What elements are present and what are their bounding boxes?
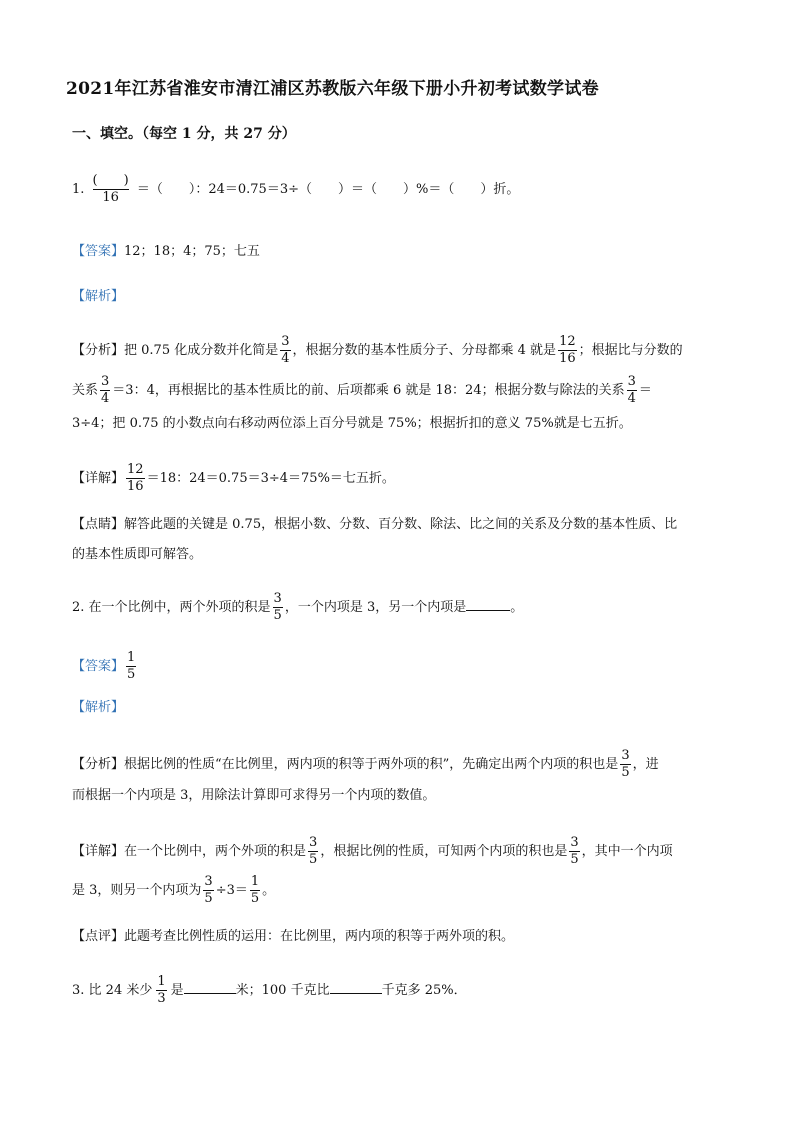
numerator: 3 <box>309 835 318 850</box>
denominator: 16 <box>127 479 144 494</box>
jiexi-tag-1: 【解析】 <box>72 289 125 304</box>
detail-tag: 【详解】 <box>72 844 125 859</box>
analysis-text: ＝3：4，再根据比的基本性质比的前、后项都乘 6 就是 18：24；根据分数与除法的关系 <box>112 383 625 398</box>
fraction-3-5 <box>569 836 579 867</box>
numerator: 12 <box>559 334 576 349</box>
analysis-1-line-2 <box>72 375 652 406</box>
analysis-text: ；根据比与分数的 <box>578 343 683 358</box>
numerator: 3 <box>204 874 213 889</box>
denominator: 5 <box>250 891 260 906</box>
fraction-blank-over-16 <box>93 173 129 206</box>
answer-blank[interactable] <box>184 993 236 994</box>
analysis-text: ，进 <box>632 757 659 772</box>
answer-blank[interactable] <box>330 993 382 994</box>
fraction-numerator: ( ) <box>92 173 129 188</box>
answer-tag: 【答案】 <box>72 659 125 674</box>
detail-text: ＝18：24＝0.75＝3÷4＝75%＝七五折。 <box>146 471 395 486</box>
numerator: 1 <box>250 874 260 889</box>
answer-blank[interactable] <box>466 610 510 611</box>
analysis-2-line-1 <box>72 749 659 780</box>
numerator: 1 <box>157 974 166 989</box>
denominator: 4 <box>281 351 290 366</box>
fraction-3-4 <box>100 375 110 406</box>
detail-text: ，根据比例的性质，可知两个内项的积也是 <box>320 844 568 859</box>
fraction-3-4 <box>280 335 290 366</box>
comment-tag: 【点评】 <box>72 929 125 944</box>
numerator: 12 <box>127 462 144 477</box>
detail-text: ，其中一个内项 <box>581 844 673 859</box>
question-text: 。 <box>510 600 524 615</box>
denominator: 5 <box>273 608 282 623</box>
keypoint-text: 解答此题的关键是 0.75，根据小数、分数、百分数、除法、比之间的关系及分数的基本性质、比 <box>124 517 678 532</box>
fraction-12-16 <box>558 335 577 366</box>
fraction-3-5 <box>203 875 213 906</box>
fraction-1-5 <box>126 651 136 682</box>
fraction-12-16 <box>126 463 145 494</box>
question-text: 米；100 千克比 <box>235 983 330 998</box>
analysis-text: 根据比例的性质“在比例里，两内项的积等于两外项的积”，先确定出两个内项的积也是 <box>124 757 619 772</box>
question-text: 2. 在一个比例中，两个外项的积是 <box>72 600 271 615</box>
analysis-text: 关系 <box>72 383 99 398</box>
denominator: 5 <box>621 765 630 780</box>
detail-text: 。 <box>262 883 276 898</box>
section-heading: 一、填空。（每空 1 分，共 27 分） <box>72 126 296 142</box>
analysis-tag: 【分析】 <box>72 343 125 358</box>
fraction-1-3 <box>156 975 166 1006</box>
fraction-3-4 <box>627 375 637 406</box>
analysis-1-line-1 <box>72 335 683 366</box>
fraction-denominator: 16 <box>93 189 129 206</box>
numerator: 3 <box>281 334 290 349</box>
question-1 <box>72 173 519 206</box>
keypoint-1-line-1 <box>72 515 677 535</box>
detail-1 <box>72 463 395 494</box>
analysis-text: ＝ <box>638 383 652 398</box>
jiexi-tag-2: 【解析】 <box>72 700 125 715</box>
denominator: 5 <box>570 852 579 867</box>
question-3 <box>72 975 467 1006</box>
numerator: 3 <box>621 748 630 763</box>
fraction-3-5 <box>273 592 283 623</box>
fraction-1-5 <box>250 875 260 906</box>
analysis-2-line-2: 而根据一个内项是 3，用除法计算即可求得另一个内项的数值。 <box>72 788 436 803</box>
fraction-3-5 <box>620 749 630 780</box>
question-number: 1. <box>72 182 85 197</box>
answer-text: 12；18；4；75；七五 <box>124 244 260 259</box>
question-text: 千克多 25%． <box>381 983 467 998</box>
answer-tag: 【答案】 <box>72 244 125 259</box>
page-title: 2021年江苏省淮安市清江浦区苏教版六年级下册小升初考试数学试卷 <box>66 79 599 99</box>
numerator: 1 <box>127 650 136 665</box>
comment-2 <box>72 927 514 947</box>
answer-1 <box>72 242 260 262</box>
question-2 <box>72 592 523 623</box>
detail-tag: 【详解】 <box>72 471 125 486</box>
keypoint-tag: 【点睛】 <box>72 517 125 532</box>
analysis-text: 把 0.75 化成分数并化简是 <box>124 343 279 358</box>
detail-2-line-2 <box>72 875 275 906</box>
numerator: 3 <box>627 374 636 389</box>
denominator: 3 <box>157 991 166 1006</box>
numerator: 3 <box>101 374 110 389</box>
answer-2 <box>72 651 138 682</box>
detail-text: 是 3，则另一个内项为 <box>72 883 202 898</box>
denominator: 5 <box>309 852 318 867</box>
detail-text: ÷3＝ <box>215 883 248 898</box>
denominator: 5 <box>204 891 213 906</box>
analysis-text: ，根据分数的基本性质分子、分母都乘 4 就是 <box>292 343 557 358</box>
keypoint-1-line-2: 的基本性质即可解答。 <box>72 547 203 562</box>
fraction-3-5 <box>308 836 318 867</box>
question-text: ，一个内项是 3，另一个内项是 <box>284 600 467 615</box>
detail-text: 在一个比例中，两个外项的积是 <box>124 844 307 859</box>
analysis-tag: 【分析】 <box>72 757 125 772</box>
denominator: 5 <box>127 667 136 682</box>
numerator: 3 <box>273 591 282 606</box>
numerator: 3 <box>570 835 579 850</box>
comment-text: 此题考查比例性质的运用：在比例里，两内项的积等于两外项的积。 <box>124 929 515 944</box>
denominator: 4 <box>627 391 636 406</box>
question-text: 是 <box>170 983 184 998</box>
denominator: 4 <box>101 391 110 406</box>
question-text: 3. 比 24 米少 <box>72 983 153 998</box>
denominator: 16 <box>559 351 576 366</box>
analysis-1-line-3: 3÷4；把 0.75 的小数点向右移动两位添上百分号就是 75%；根据折扣的意义 75%就是七五折。 <box>72 416 632 431</box>
question-text: ＝（ ）：24＝0.75＝3÷（ ）＝（ ）%＝（ ）折。 <box>136 182 520 197</box>
detail-2-line-1 <box>72 836 673 867</box>
